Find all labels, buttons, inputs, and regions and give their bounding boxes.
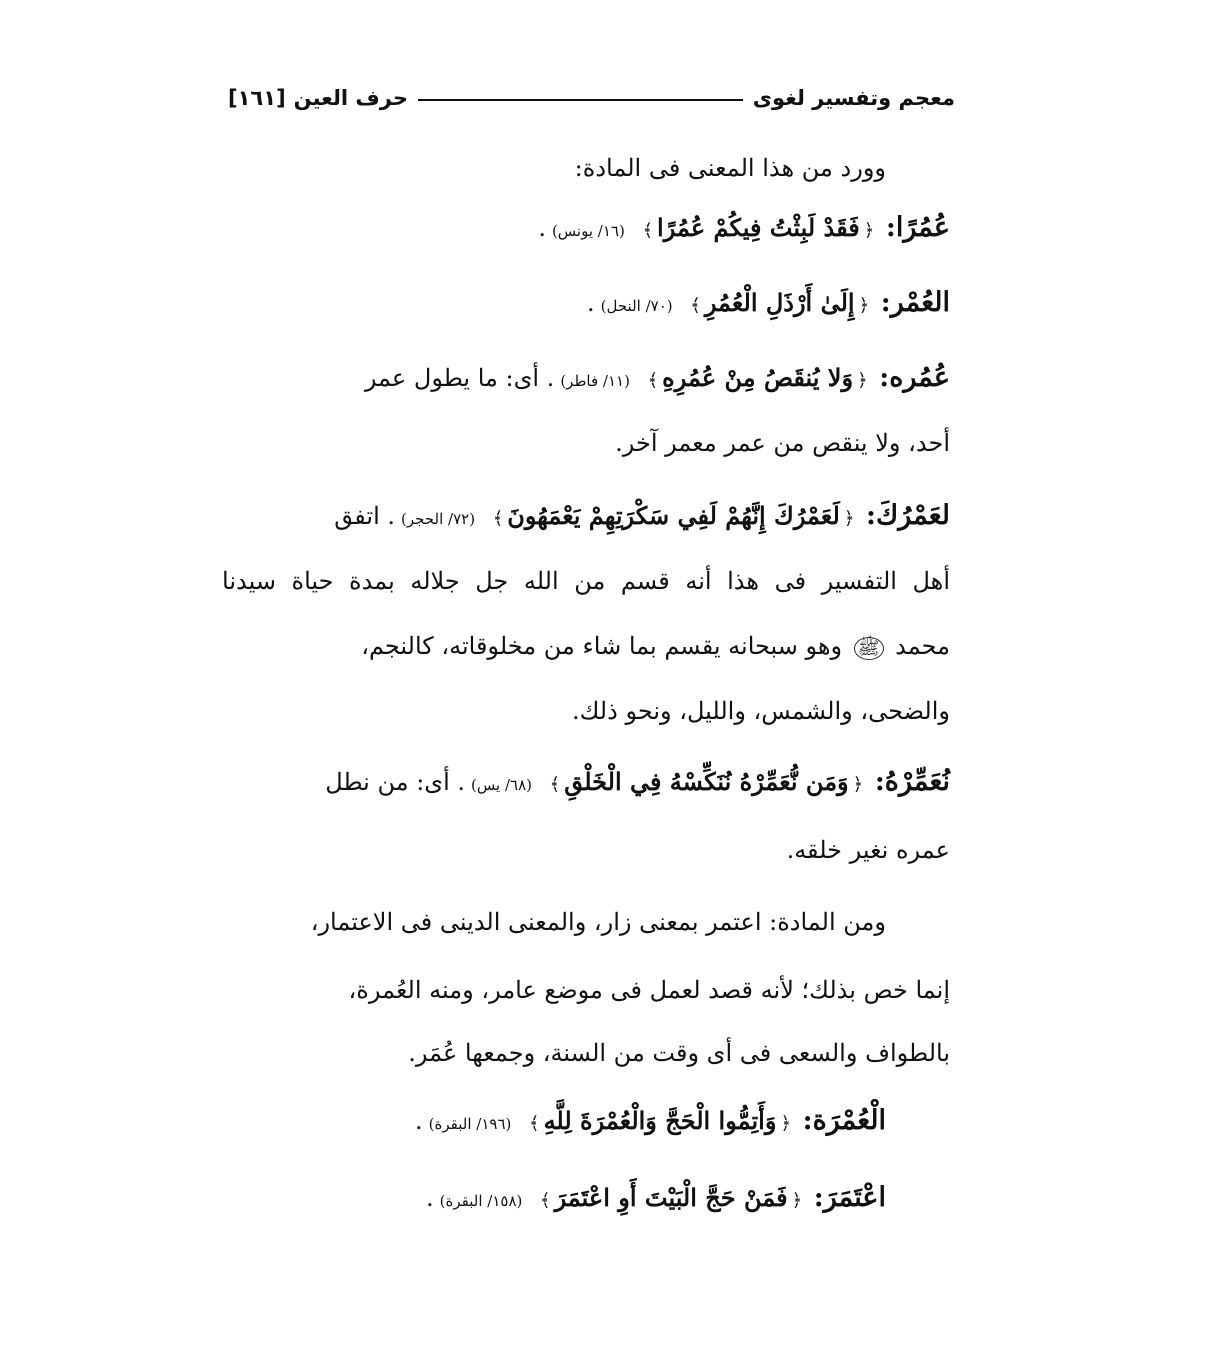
quran-verse: وَأَتِمُّوا الْحَجَّ وَالْعُمْرَةَ لِلَّهِ <box>543 1106 777 1135</box>
paragraph-line: ومن المادة: اعتمر بمعنى زار، والمعنى الدينى فى الاعتمار، <box>310 908 886 936</box>
ornament-open: ﴿ <box>863 220 875 241</box>
verse-reference: (١٥٨/ البقرة) <box>439 1192 523 1210</box>
entry-umuran: عُمُرًا: ﴿فَقَدْ لَبِثْتُ فِيكُمْ عُمُرًا﴾ (١٦/ يونس). <box>538 212 950 243</box>
header-rule <box>418 99 743 101</box>
book-title: معجم وتفسير لغوى <box>752 86 955 110</box>
verse-reference: (١٦/ يونس) <box>551 222 625 240</box>
entry-nuammirhu-continued: عمره نغير خلقه. <box>786 836 950 864</box>
entry-itamara: اعْتَمَرَ: ﴿فَمَنْ حَجَّ الْبَيْتَ أَوِ اعْتَمَرَ﴾ (١٥٨/ البقرة). <box>426 1182 886 1213</box>
commentary-line: محمد ﷺ وهو سبحانه يقسم بما شاء من مخلوقاته، كالنجم، <box>361 632 950 660</box>
verse-reference: (٧٢/ الحجر) <box>401 510 476 528</box>
ornament-open: ﴿ <box>780 1113 791 1134</box>
quran-verse: لَعَمْرُكَ إِنَّهُمْ لَفِي سَكْرَتِهِمْ يَعْمَهُونَ <box>507 501 840 530</box>
entry-term: العُمْر: <box>880 287 950 318</box>
ornament-close: ﴾ <box>642 220 654 241</box>
entry-umurihi: عُمُره: ﴿وَلا يُنقَصُ مِنْ عُمُرِهِ﴾ (١١/ فاطر). أى: ما يطول عمر <box>364 362 950 393</box>
entry-umurihi-continued: أحد، ولا ينقص من عمر معمر آخر. <box>615 429 950 457</box>
ornament-close: ﴾ <box>529 1113 540 1134</box>
chapter-title: حرف العين <box>293 86 408 110</box>
entry-term: عُمُرًا: <box>885 212 950 243</box>
entry-alumra: الْعُمْرَة: ﴿وَأَتِمُّوا الْحَجَّ وَالْعُمْرَةَ لِلَّهِ﴾ (١٩٦/ البقرة). <box>415 1105 886 1136</box>
paragraph-line: إنما خص بذلك؛ لأنه قصد لعمل فى موضع عامر، ومنه العُمرة، <box>348 976 950 1004</box>
ornament-open: ﴿ <box>852 774 864 795</box>
running-header <box>228 78 955 118</box>
ornament-close: ﴾ <box>690 295 701 316</box>
quran-verse: فَقَدْ لَبِثْتُ فِيكُمْ عُمُرًا <box>657 213 860 242</box>
entry-nuammirhu: نُعَمِّرْهُ: ﴿وَمَن نُّعَمِّرْهُ نُنَكِّسْهُ فِي الْخَلْقِ﴾ (٦٨/ يس). أى: من نطل <box>325 766 950 797</box>
ornament-close: ﴾ <box>549 774 561 795</box>
verse-reference: (٧٠/ النحل) <box>600 297 673 315</box>
ornament-close: ﴾ <box>647 370 659 391</box>
quran-verse: وَمَن نُّعَمِّرْهُ نُنَكِّسْهُ فِي الْخَلْقِ <box>564 767 849 796</box>
paragraph-line: بالطواف والسعى فى أى وقت من السنة، وجمعها عُمَر. <box>408 1039 950 1067</box>
ornament-close: ﴾ <box>540 1190 551 1211</box>
entry-term: لعَمْرُكَ: <box>866 500 950 531</box>
ornament-open: ﴿ <box>858 295 870 316</box>
ornament-close: ﴾ <box>492 508 504 529</box>
entry-term: الْعُمْرَة: <box>802 1105 886 1136</box>
entry-laamruka: لعَمْرُكَ: ﴿لَعَمْرُكَ إِنَّهُمْ لَفِي سَكْرَتِهِمْ يَعْمَهُونَ﴾ (٧٢/ الحجر). اتفق <box>334 500 950 531</box>
intro-line: وورد من هذا المعنى فى المادة: <box>574 154 886 182</box>
commentary-line: والضحى، والشمس، والليل، ونحو ذلك. <box>571 697 950 725</box>
ornament-open: ﴿ <box>857 370 868 391</box>
quran-verse: فَمَنْ حَجَّ الْبَيْتَ أَوِ اعْتَمَرَ <box>554 1183 788 1212</box>
entry-term: عُمُره: <box>879 362 950 393</box>
verse-reference: (١٩٦/ البقرة) <box>428 1115 512 1133</box>
ornament-open: ﴿ <box>791 1190 803 1211</box>
commentary-line: أهل التفسير فى هذا أنه قسم من الله جل جلاله بمدة حياة سيدنا <box>222 567 950 595</box>
quran-verse: وَلا يُنقَصُ مِنْ عُمُرِهِ <box>662 363 854 392</box>
verse-reference: (٦٨/ يس) <box>471 776 532 794</box>
entry-alumr: العُمْر: ﴿إِلَىٰ أَرْذَلِ الْعُمُرِ﴾ (٧٠/ النحل). <box>587 287 950 318</box>
entry-term: نُعَمِّرْهُ: <box>874 766 950 797</box>
page-number: [١٦١] <box>228 86 286 110</box>
entry-term: اعْتَمَرَ: <box>813 1182 886 1213</box>
quran-verse: إِلَىٰ أَرْذَلِ الْعُمُرِ <box>704 288 855 317</box>
verse-reference: (١١/ فاطر) <box>560 372 630 390</box>
ornament-open: ﴿ <box>843 508 855 529</box>
salla-glyph: ﷺ <box>854 637 884 660</box>
